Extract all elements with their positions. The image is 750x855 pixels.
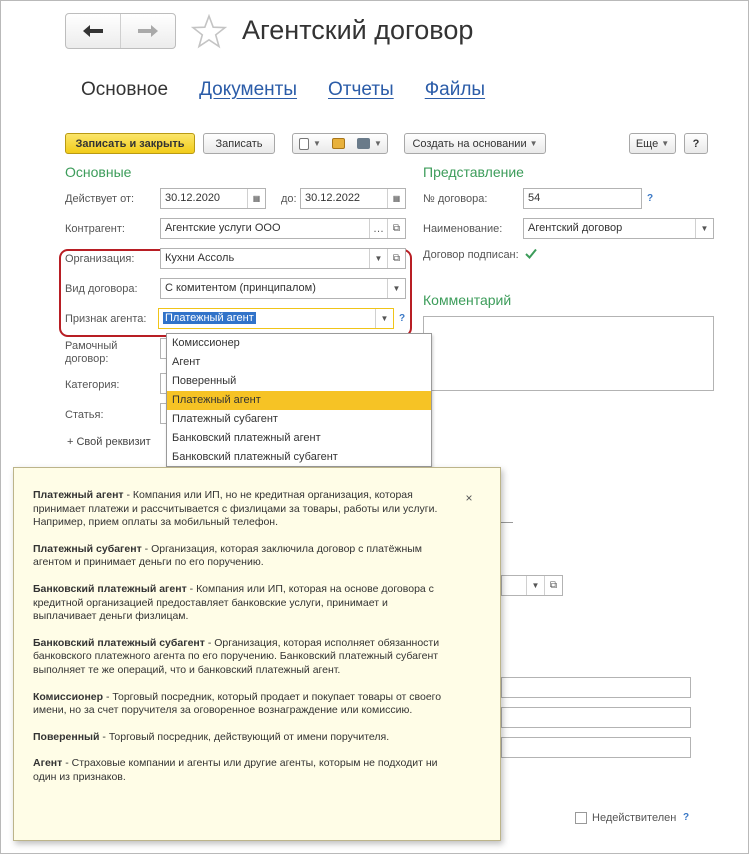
tooltip-paragraph: [33, 543, 454, 570]
open-icon[interactable]: ⧉: [387, 249, 405, 268]
chevron-down-icon[interactable]: ▼: [387, 279, 405, 298]
comment-section-title: Комментарий: [423, 292, 512, 308]
chevron-down-icon[interactable]: ▼: [695, 219, 713, 238]
tooltip-paragraph: [33, 731, 454, 745]
tab-files[interactable]: Файлы: [424, 79, 486, 100]
invalid-checkbox[interactable]: [575, 812, 587, 824]
tooltip-term: Агент: [33, 757, 63, 770]
chevron-down-icon: ▼: [313, 139, 321, 148]
open-icon[interactable]: ⧉: [544, 576, 562, 595]
frame-contract-label: [65, 340, 117, 366]
contract-number-value: 54: [528, 192, 541, 204]
hidden-text-field-2[interactable]: [501, 707, 691, 728]
valid-from-label: Действует от:: [65, 193, 135, 205]
agent-sign-field[interactable]: [158, 308, 394, 329]
tooltip-paragraph: [33, 637, 454, 678]
name-value: Агентский договор: [528, 222, 623, 234]
create-based-on-label: Создать на основании: [412, 137, 527, 150]
valid-to-label: до:: [281, 193, 297, 205]
tooltip-paragraph: [33, 757, 454, 784]
help-icon[interactable]: ?: [399, 313, 406, 324]
chevron-down-icon[interactable]: ▼: [369, 249, 387, 268]
dropdown-option-selected[interactable]: Платежный агент: [167, 391, 431, 410]
help-icon[interactable]: ?: [647, 193, 654, 204]
forward-button[interactable]: [120, 14, 175, 48]
tooltip-text: - Страховые компании и агенты или другие агенты, которым не подходит ни один из признаков.: [33, 757, 438, 783]
agent-sign-dropdown: [166, 333, 432, 467]
tooltip-text: - Организация, которая заключила договор с платёжным агентом и принимает деньги по его поручению.: [33, 542, 423, 569]
tooltip-text: - Торговый посредник, действующий от имени поручителя.: [99, 730, 390, 743]
name-field[interactable]: [523, 218, 714, 239]
checkmark-icon[interactable]: [524, 247, 538, 261]
chevron-down-icon[interactable]: ▼: [526, 576, 544, 595]
representation-section-title: Представление: [423, 164, 524, 180]
toolbar-icon-group: [292, 133, 388, 154]
document-icon: [299, 138, 309, 150]
tooltip-term: Платежный агент: [33, 489, 124, 501]
close-icon[interactable]: ×: [465, 491, 473, 505]
hidden-text-field-1[interactable]: [501, 677, 691, 698]
print-button[interactable]: [356, 138, 382, 149]
organization-value: Кухни Ассоль: [165, 252, 235, 264]
tooltip-text: - Компания или ИП, но не кредитная организация, которая принимает платежи и рассчитывается с физлицами за товары, работы или услуги. Например, прием оплаты за мобильный телефон.: [33, 489, 438, 529]
signed-label: Договор подписан:: [423, 249, 519, 261]
chevron-down-icon[interactable]: ▼: [375, 309, 393, 328]
more-button[interactable]: [629, 133, 676, 154]
chevron-down-icon: ▼: [374, 139, 382, 148]
dropdown-option[interactable]: Банковский платежный субагент: [172, 451, 338, 463]
tooltip-text: - Компания или ИП, которая на основе договора с кредитной организацией предоставляет банковские услуги, принимает и выплачивает деньги физлицам.: [33, 582, 434, 623]
contract-number-label: № договора:: [423, 193, 488, 205]
valid-from-value: 30.12.2020: [165, 192, 221, 204]
tooltip-paragraph: [33, 691, 454, 718]
back-button[interactable]: [66, 14, 120, 48]
help-tooltip: [13, 467, 501, 841]
contract-number-field[interactable]: [523, 188, 642, 209]
tooltip-paragraph: [33, 583, 454, 624]
chevron-down-icon: ▼: [661, 139, 670, 148]
mail-icon[interactable]: [332, 138, 345, 149]
create-based-on-button[interactable]: [404, 133, 546, 154]
arrow-right-icon: [137, 24, 159, 38]
add-attribute-link[interactable]: + Свой реквизит: [67, 436, 151, 448]
tooltip-paragraph: [33, 489, 454, 530]
dropdown-option[interactable]: Платежный субагент: [172, 413, 278, 425]
chevron-down-icon: ▼: [529, 139, 538, 148]
valid-to-value: 30.12.2022: [305, 192, 361, 204]
dropdown-option[interactable]: Банковский платежный агент: [172, 432, 321, 444]
dropdown-option[interactable]: Агент: [172, 356, 201, 368]
hidden-text-field-3[interactable]: [501, 737, 691, 758]
dropdown-option[interactable]: Комиссионер: [172, 337, 240, 349]
agent-sign-value: Платежный агент: [165, 312, 254, 324]
tab-main[interactable]: Основное: [81, 79, 169, 100]
comment-textarea[interactable]: [423, 316, 714, 391]
agent-sign-label: Признак агента:: [65, 313, 147, 325]
frame-contract-label-line2: договор:: [65, 353, 109, 365]
counterparty-label: Контрагент:: [65, 223, 125, 235]
counterparty-field[interactable]: [160, 218, 406, 239]
category-label: Категория:: [65, 379, 120, 391]
contract-type-value: С комитентом (принципалом): [165, 282, 316, 294]
help-button[interactable]: ?: [684, 133, 708, 154]
tab-documents[interactable]: Документы: [199, 79, 298, 100]
tooltip-term: Поверенный: [33, 730, 100, 743]
star-icon[interactable]: [191, 14, 227, 50]
tooltip-term: Банковский платежный субагент: [33, 636, 205, 649]
calendar-icon[interactable]: ▦: [247, 189, 265, 208]
organization-field[interactable]: [160, 248, 406, 269]
valid-from-field[interactable]: [160, 188, 266, 209]
counterparty-value: Агентские услуги ООО: [165, 222, 281, 234]
valid-to-field[interactable]: [300, 188, 406, 209]
page-title: Агентский договор: [242, 15, 474, 45]
name-label: Наименование:: [423, 223, 503, 235]
more-label: Еще: [635, 137, 659, 150]
tab-bar: [81, 79, 485, 101]
tooltip-text: - Организация, которая исполняет обязанности банковского платежного агента по его поручению. Банковский платежный субагент выполняет те же операций, что и банковский платежный агент.: [33, 636, 440, 676]
history-nav: [65, 13, 176, 49]
main-section-title: Основные: [65, 164, 132, 180]
frame-contract-label-line1: Рамочный: [65, 340, 118, 352]
tooltip-term: Платежный субагент: [33, 542, 142, 555]
printer-icon: [357, 138, 370, 149]
save-button[interactable]: Записать: [203, 133, 275, 154]
hidden-select-field[interactable]: [501, 575, 563, 596]
save-and-close-button[interactable]: Записать и закрыть: [65, 133, 195, 154]
calendar-icon[interactable]: ▦: [387, 189, 405, 208]
invalid-label: Недействителен: [592, 812, 677, 824]
help-icon[interactable]: ?: [683, 812, 690, 823]
tooltip-text: - Торговый посредник, который продает и покупает товары от своего имени, но за счет поручителя за оговоренное вознаграждение или комиссию.: [33, 690, 442, 717]
create-document-button[interactable]: [298, 138, 321, 150]
select-button[interactable]: …: [369, 219, 387, 238]
tooltip-term: Комиссионер: [33, 690, 104, 703]
contract-type-field[interactable]: [160, 278, 406, 299]
arrow-left-icon: [82, 24, 104, 38]
open-icon[interactable]: ⧉: [387, 219, 405, 238]
tab-reports[interactable]: Отчеты: [328, 79, 394, 100]
dropdown-option[interactable]: Поверенный: [172, 375, 237, 387]
divider: [501, 522, 513, 523]
contract-type-label: Вид договора:: [65, 283, 138, 295]
article-label: Статья:: [65, 409, 104, 421]
organization-label: Организация:: [65, 253, 135, 265]
tooltip-term: Банковский платежный агент: [33, 582, 187, 595]
